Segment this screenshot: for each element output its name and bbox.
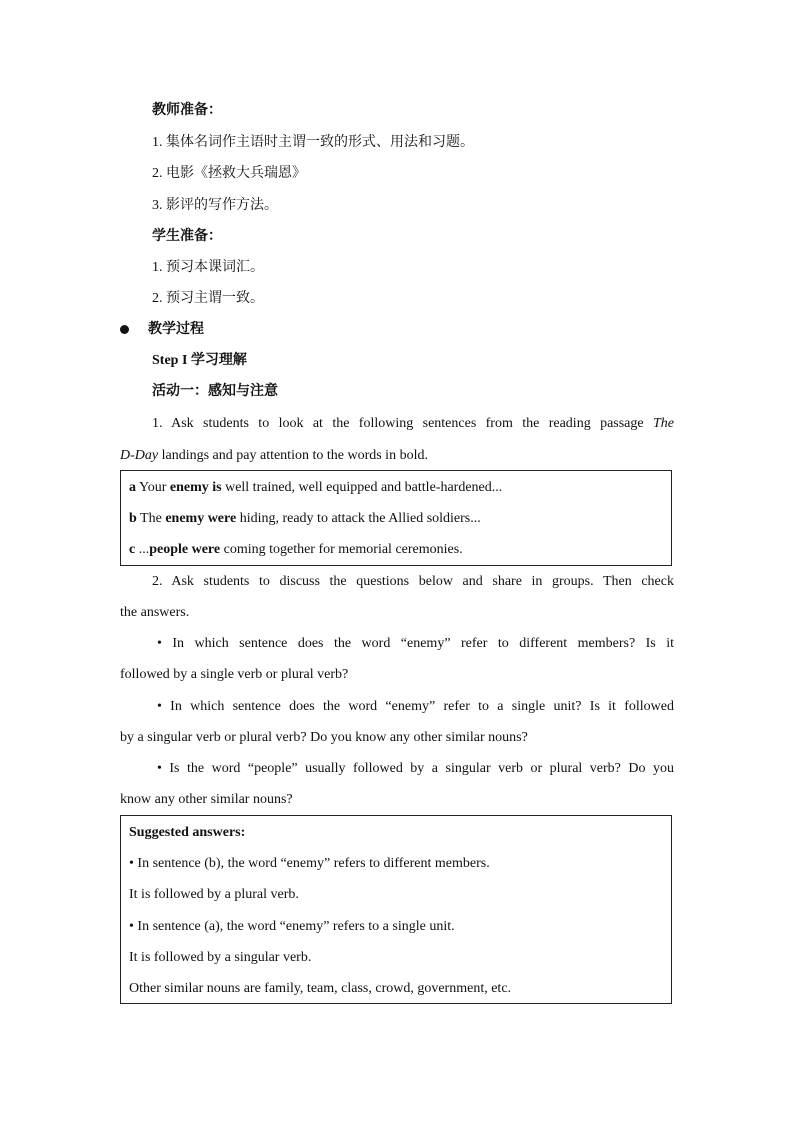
instruction-2-line-2: the answers. [120,605,190,620]
instruction-2-line-1: 2. Ask students to discuss the questions below and share in groups. Then check [152,574,674,589]
example-post-a: well trained, well equipped and battle-hardened... [221,480,503,495]
student-prep-item-2: 2. 预习主谓一致。 [152,291,264,306]
example-post-c: coming together for memorial ceremonies. [220,542,463,557]
answer-line-1: • In sentence (b), the word “enemy” refers to different members. [129,856,490,871]
suggested-answers-box [120,815,672,1004]
bullet-dot-icon [120,325,129,334]
question-3-line-2: know any other similar nouns? [120,792,293,807]
process-heading: 教学过程 [148,322,204,337]
example-sentences-box [120,470,672,566]
student-prep-heading: 学生准备： [152,229,222,244]
example-pre-c: ... [135,542,150,557]
example-label-b: b [129,511,137,526]
instruction-1-text: 1. Ask students to look at the following sentences from the reading passage [152,416,644,431]
example-post-b: hiding, ready to attack the Allied soldiers... [236,511,481,526]
teacher-prep-item-3: 3. 影评的写作方法。 [152,198,278,213]
instruction-1-line-1 [152,414,674,434]
question-1-line-1: • In which sentence does the word “enemy” refer to different members? Is it [157,636,674,651]
teacher-prep-item-1: 1. 集体名词作主语时主谓一致的形式、用法和习题。 [152,135,474,150]
example-pre-a: Your [136,480,170,495]
example-bold-a: enemy is [169,480,222,495]
answer-line-4: It is followed by a singular verb. [129,950,312,965]
answer-line-3: • In sentence (a), the word “enemy” refers to a single unit. [129,919,455,934]
example-pre-b: The [136,511,166,526]
example-sentence-c [129,540,463,560]
example-bold-c: people were [149,542,221,557]
answers-title: Suggested answers: [129,825,246,840]
example-bold-b: enemy were [165,511,237,526]
student-prep-item-1: 1. 预习本课词汇。 [152,260,264,275]
question-3-line-1: • Is the word “people” usually followed by a singular verb or plural verb? Do you [157,761,674,776]
question-1-line-2: followed by a single verb or plural verb? [120,667,349,682]
question-2-line-2: by a singular verb or plural verb? Do you know any other similar nouns? [120,730,528,745]
instruction-1-text-cont: landings and pay attention to the words in bold. [161,448,428,463]
passage-title-part-1: The [653,416,674,431]
instruction-1-line-2 [120,446,674,466]
example-label-c: c [129,542,136,557]
answer-line-2: It is followed by a plural verb. [129,887,299,902]
example-label-a: a [129,480,136,495]
teacher-prep-heading: 教师准备： [152,103,222,118]
passage-title-part-2: D-Day [120,448,159,463]
step-title: Step I 学习理解 [152,353,247,368]
activity-title: 活动一：感知与注意 [152,384,278,399]
example-sentence-b [129,509,481,529]
question-2-line-1: • In which sentence does the word “enemy” refer to a single unit? Is it followed [157,699,674,714]
example-sentence-a [129,478,502,498]
teacher-prep-item-2: 2. 电影《拯救大兵瑞恩》 [152,166,306,181]
answer-line-5: Other similar nouns are family, team, class, crowd, government, etc. [129,981,512,996]
